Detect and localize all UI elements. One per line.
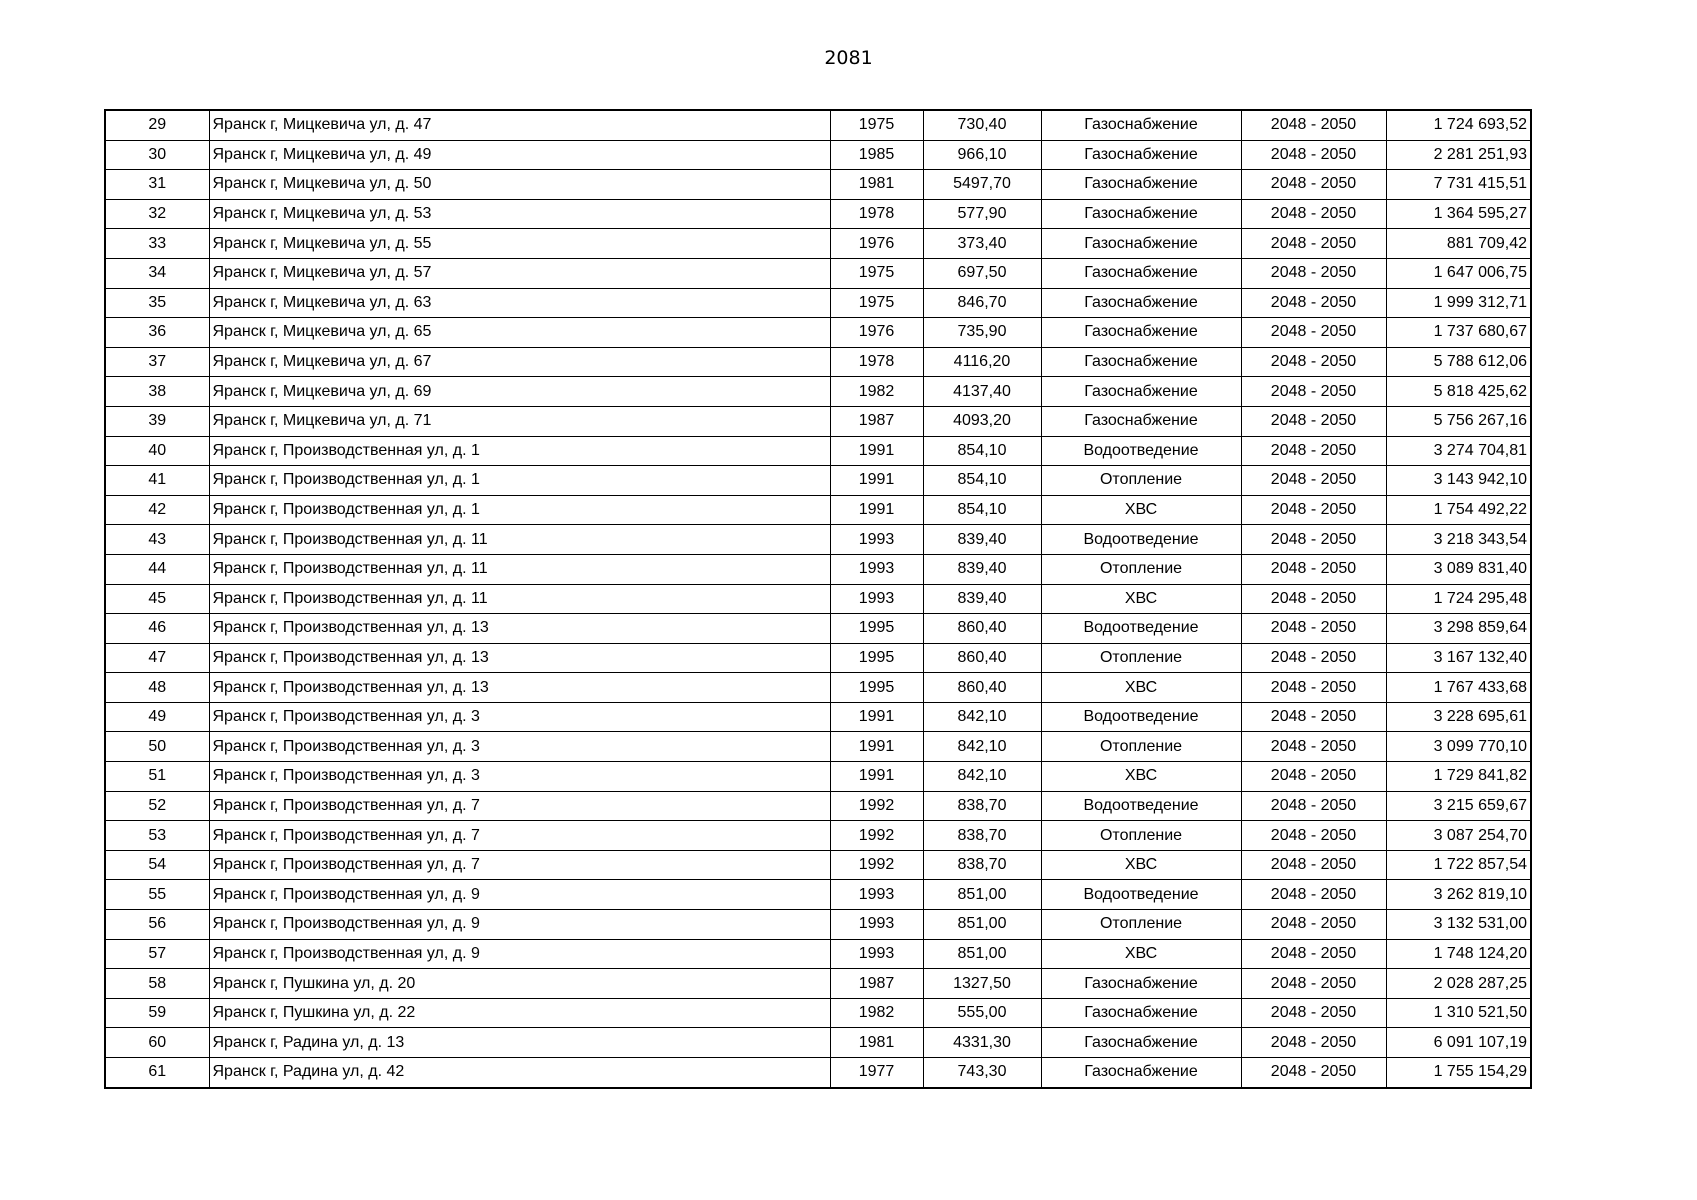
table-row: [105, 110, 1531, 140]
table-row: [105, 1058, 1531, 1088]
address-cell: Яранск г, Мицкевича ул, д. 55: [209, 229, 830, 259]
period-cell: 2048 - 2050: [1241, 732, 1386, 762]
build-year-cell: 1995: [830, 643, 923, 673]
row-number-cell: 51: [105, 762, 209, 792]
work-type-cell: Газоснабжение: [1041, 347, 1241, 377]
row-number-cell: 45: [105, 584, 209, 614]
table-row: [105, 791, 1531, 821]
table-row: [105, 288, 1531, 318]
period-cell: 2048 - 2050: [1241, 643, 1386, 673]
row-number-cell: 52: [105, 791, 209, 821]
cost-cell: 5 756 267,16: [1386, 406, 1531, 436]
area-cell: 860,40: [923, 614, 1041, 644]
build-year-cell: 1981: [830, 1028, 923, 1058]
row-number-cell: 35: [105, 288, 209, 318]
work-type-cell: Водоотведение: [1041, 702, 1241, 732]
work-type-cell: Отопление: [1041, 643, 1241, 673]
address-cell: Яранск г, Производственная ул, д. 7: [209, 821, 830, 851]
period-cell: 2048 - 2050: [1241, 554, 1386, 584]
period-cell: 2048 - 2050: [1241, 318, 1386, 348]
work-type-cell: Газоснабжение: [1041, 140, 1241, 170]
area-cell: 854,10: [923, 495, 1041, 525]
address-cell: Яранск г, Радина ул, д. 42: [209, 1058, 830, 1088]
area-cell: 373,40: [923, 229, 1041, 259]
work-type-cell: Водоотведение: [1041, 614, 1241, 644]
address-cell: Яранск г, Производственная ул, д. 13: [209, 673, 830, 703]
row-number-cell: 40: [105, 436, 209, 466]
table-row: [105, 140, 1531, 170]
address-cell: Яранск г, Производственная ул, д. 13: [209, 614, 830, 644]
build-year-cell: 1995: [830, 673, 923, 703]
work-type-cell: Газоснабжение: [1041, 288, 1241, 318]
table-row: [105, 850, 1531, 880]
area-cell: 697,50: [923, 258, 1041, 288]
area-cell: 555,00: [923, 998, 1041, 1028]
period-cell: 2048 - 2050: [1241, 377, 1386, 407]
cost-cell: 1 755 154,29: [1386, 1058, 1531, 1088]
address-cell: Яранск г, Производственная ул, д. 7: [209, 850, 830, 880]
row-number-cell: 59: [105, 998, 209, 1028]
cost-cell: 1 310 521,50: [1386, 998, 1531, 1028]
build-year-cell: 1978: [830, 199, 923, 229]
table-row: [105, 821, 1531, 851]
row-number-cell: 33: [105, 229, 209, 259]
row-number-cell: 48: [105, 673, 209, 703]
build-year-cell: 1981: [830, 170, 923, 200]
row-number-cell: 49: [105, 702, 209, 732]
build-year-cell: 1975: [830, 110, 923, 140]
address-cell: Яранск г, Мицкевича ул, д. 69: [209, 377, 830, 407]
row-number-cell: 31: [105, 170, 209, 200]
address-cell: Яранск г, Радина ул, д. 13: [209, 1028, 830, 1058]
cost-cell: 6 091 107,19: [1386, 1028, 1531, 1058]
work-type-cell: Водоотведение: [1041, 791, 1241, 821]
table-row: [105, 939, 1531, 969]
table-row: [105, 910, 1531, 940]
cost-cell: 1 364 595,27: [1386, 199, 1531, 229]
cost-cell: 3 215 659,67: [1386, 791, 1531, 821]
work-type-cell: Отопление: [1041, 910, 1241, 940]
work-type-cell: ХВС: [1041, 673, 1241, 703]
period-cell: 2048 - 2050: [1241, 347, 1386, 377]
cost-cell: 3 087 254,70: [1386, 821, 1531, 851]
area-cell: 851,00: [923, 910, 1041, 940]
row-number-cell: 34: [105, 258, 209, 288]
row-number-cell: 36: [105, 318, 209, 348]
area-cell: 4093,20: [923, 406, 1041, 436]
table-row: [105, 436, 1531, 466]
row-number-cell: 38: [105, 377, 209, 407]
period-cell: 2048 - 2050: [1241, 199, 1386, 229]
table-row: [105, 554, 1531, 584]
cost-cell: 7 731 415,51: [1386, 170, 1531, 200]
work-type-cell: Газоснабжение: [1041, 1058, 1241, 1088]
cost-cell: 5 788 612,06: [1386, 347, 1531, 377]
period-cell: 2048 - 2050: [1241, 821, 1386, 851]
cost-cell: 2 281 251,93: [1386, 140, 1531, 170]
cost-cell: 2 028 287,25: [1386, 969, 1531, 999]
area-cell: 4331,30: [923, 1028, 1041, 1058]
build-year-cell: 1993: [830, 584, 923, 614]
row-number-cell: 58: [105, 969, 209, 999]
cost-cell: 1 722 857,54: [1386, 850, 1531, 880]
cost-cell: 3 167 132,40: [1386, 643, 1531, 673]
build-year-cell: 1993: [830, 939, 923, 969]
cost-cell: 3 143 942,10: [1386, 466, 1531, 496]
cost-cell: 3 099 770,10: [1386, 732, 1531, 762]
build-year-cell: 1975: [830, 288, 923, 318]
table-row: [105, 525, 1531, 555]
area-cell: 842,10: [923, 702, 1041, 732]
build-year-cell: 1975: [830, 258, 923, 288]
cost-cell: 1 729 841,82: [1386, 762, 1531, 792]
row-number-cell: 46: [105, 614, 209, 644]
address-cell: Яранск г, Производственная ул, д. 1: [209, 495, 830, 525]
area-cell: 851,00: [923, 880, 1041, 910]
build-year-cell: 1991: [830, 495, 923, 525]
cost-cell: 1 724 295,48: [1386, 584, 1531, 614]
table-row: [105, 377, 1531, 407]
period-cell: 2048 - 2050: [1241, 288, 1386, 318]
build-year-cell: 1976: [830, 318, 923, 348]
row-number-cell: 56: [105, 910, 209, 940]
build-year-cell: 1987: [830, 969, 923, 999]
period-cell: 2048 - 2050: [1241, 140, 1386, 170]
cost-cell: 3 218 343,54: [1386, 525, 1531, 555]
build-year-cell: 1987: [830, 406, 923, 436]
build-year-cell: 1991: [830, 762, 923, 792]
row-number-cell: 39: [105, 406, 209, 436]
period-cell: 2048 - 2050: [1241, 436, 1386, 466]
table-row: [105, 199, 1531, 229]
period-cell: 2048 - 2050: [1241, 910, 1386, 940]
address-cell: Яранск г, Производственная ул, д. 3: [209, 762, 830, 792]
period-cell: 2048 - 2050: [1241, 110, 1386, 140]
row-number-cell: 54: [105, 850, 209, 880]
page-number: 2081: [824, 47, 873, 69]
area-cell: 4137,40: [923, 377, 1041, 407]
row-number-cell: 50: [105, 732, 209, 762]
row-number-cell: 57: [105, 939, 209, 969]
row-number-cell: 29: [105, 110, 209, 140]
period-cell: 2048 - 2050: [1241, 673, 1386, 703]
row-number-cell: 55: [105, 880, 209, 910]
cost-cell: 1 647 006,75: [1386, 258, 1531, 288]
area-cell: 842,10: [923, 762, 1041, 792]
address-cell: Яранск г, Мицкевича ул, д. 63: [209, 288, 830, 318]
work-type-cell: Водоотведение: [1041, 525, 1241, 555]
table-row: [105, 318, 1531, 348]
cost-cell: 1 754 492,22: [1386, 495, 1531, 525]
table-row: [105, 732, 1531, 762]
address-cell: Яранск г, Производственная ул, д. 11: [209, 525, 830, 555]
period-cell: 2048 - 2050: [1241, 584, 1386, 614]
row-number-cell: 47: [105, 643, 209, 673]
work-type-cell: Газоснабжение: [1041, 969, 1241, 999]
cost-cell: 3 274 704,81: [1386, 436, 1531, 466]
cost-cell: 3 132 531,00: [1386, 910, 1531, 940]
address-cell: Яранск г, Мицкевича ул, д. 49: [209, 140, 830, 170]
address-cell: Яранск г, Мицкевича ул, д. 57: [209, 258, 830, 288]
period-cell: 2048 - 2050: [1241, 258, 1386, 288]
cost-cell: 5 818 425,62: [1386, 377, 1531, 407]
period-cell: 2048 - 2050: [1241, 495, 1386, 525]
table-row: [105, 495, 1531, 525]
period-cell: 2048 - 2050: [1241, 614, 1386, 644]
row-number-cell: 37: [105, 347, 209, 377]
work-type-cell: ХВС: [1041, 850, 1241, 880]
build-year-cell: 1977: [830, 1058, 923, 1088]
address-cell: Яранск г, Пушкина ул, д. 22: [209, 998, 830, 1028]
build-year-cell: 1985: [830, 140, 923, 170]
build-year-cell: 1995: [830, 614, 923, 644]
area-cell: 735,90: [923, 318, 1041, 348]
cost-cell: 1 724 693,52: [1386, 110, 1531, 140]
address-cell: Яранск г, Пушкина ул, д. 20: [209, 969, 830, 999]
work-type-cell: ХВС: [1041, 584, 1241, 614]
area-cell: 966,10: [923, 140, 1041, 170]
work-type-cell: Газоснабжение: [1041, 377, 1241, 407]
row-number-cell: 42: [105, 495, 209, 525]
table-row: [105, 643, 1531, 673]
period-cell: 2048 - 2050: [1241, 791, 1386, 821]
work-type-cell: Газоснабжение: [1041, 110, 1241, 140]
build-year-cell: 1993: [830, 880, 923, 910]
work-type-cell: Газоснабжение: [1041, 170, 1241, 200]
work-type-cell: Газоснабжение: [1041, 1028, 1241, 1058]
work-type-cell: Газоснабжение: [1041, 229, 1241, 259]
period-cell: 2048 - 2050: [1241, 1028, 1386, 1058]
area-cell: 851,00: [923, 939, 1041, 969]
address-cell: Яранск г, Производственная ул, д. 11: [209, 584, 830, 614]
table-row: [105, 466, 1531, 496]
area-cell: 839,40: [923, 584, 1041, 614]
period-cell: 2048 - 2050: [1241, 880, 1386, 910]
period-cell: 2048 - 2050: [1241, 850, 1386, 880]
cost-cell: 1 737 680,67: [1386, 318, 1531, 348]
area-cell: 860,40: [923, 673, 1041, 703]
cost-cell: 3 262 819,10: [1386, 880, 1531, 910]
cost-cell: 3 089 831,40: [1386, 554, 1531, 584]
work-type-cell: Газоснабжение: [1041, 199, 1241, 229]
table-row: [105, 170, 1531, 200]
address-cell: Яранск г, Мицкевича ул, д. 65: [209, 318, 830, 348]
cost-cell: 3 298 859,64: [1386, 614, 1531, 644]
period-cell: 2048 - 2050: [1241, 466, 1386, 496]
address-cell: Яранск г, Мицкевича ул, д. 53: [209, 199, 830, 229]
period-cell: 2048 - 2050: [1241, 939, 1386, 969]
work-type-cell: Отопление: [1041, 821, 1241, 851]
period-cell: 2048 - 2050: [1241, 525, 1386, 555]
work-type-cell: Газоснабжение: [1041, 318, 1241, 348]
period-cell: 2048 - 2050: [1241, 969, 1386, 999]
work-type-cell: ХВС: [1041, 762, 1241, 792]
area-cell: 846,70: [923, 288, 1041, 318]
area-cell: 854,10: [923, 466, 1041, 496]
row-number-cell: 41: [105, 466, 209, 496]
table-row: [105, 406, 1531, 436]
build-year-cell: 1992: [830, 821, 923, 851]
work-type-cell: Отопление: [1041, 554, 1241, 584]
address-cell: Яранск г, Производственная ул, д. 3: [209, 702, 830, 732]
build-year-cell: 1993: [830, 554, 923, 584]
area-cell: 842,10: [923, 732, 1041, 762]
cost-cell: 1 999 312,71: [1386, 288, 1531, 318]
table-row: [105, 229, 1531, 259]
row-number-cell: 43: [105, 525, 209, 555]
build-year-cell: 1991: [830, 466, 923, 496]
area-cell: 577,90: [923, 199, 1041, 229]
period-cell: 2048 - 2050: [1241, 406, 1386, 436]
period-cell: 2048 - 2050: [1241, 1058, 1386, 1088]
work-type-cell: Водоотведение: [1041, 880, 1241, 910]
row-number-cell: 60: [105, 1028, 209, 1058]
row-number-cell: 44: [105, 554, 209, 584]
work-type-cell: Газоснабжение: [1041, 998, 1241, 1028]
build-year-cell: 1978: [830, 347, 923, 377]
cost-cell: 1 767 433,68: [1386, 673, 1531, 703]
address-cell: Яранск г, Производственная ул, д. 9: [209, 910, 830, 940]
cost-cell: 3 228 695,61: [1386, 702, 1531, 732]
address-cell: Яранск г, Производственная ул, д. 3: [209, 732, 830, 762]
area-cell: 860,40: [923, 643, 1041, 673]
table-row: [105, 347, 1531, 377]
registry-table-body: [105, 110, 1531, 1088]
address-cell: Яранск г, Мицкевича ул, д. 71: [209, 406, 830, 436]
area-cell: 854,10: [923, 436, 1041, 466]
address-cell: Яранск г, Мицкевича ул, д. 50: [209, 170, 830, 200]
build-year-cell: 1982: [830, 998, 923, 1028]
area-cell: 743,30: [923, 1058, 1041, 1088]
address-cell: Яранск г, Производственная ул, д. 7: [209, 791, 830, 821]
period-cell: 2048 - 2050: [1241, 702, 1386, 732]
area-cell: 838,70: [923, 850, 1041, 880]
area-cell: 838,70: [923, 791, 1041, 821]
area-cell: 839,40: [923, 525, 1041, 555]
period-cell: 2048 - 2050: [1241, 998, 1386, 1028]
work-type-cell: Газоснабжение: [1041, 258, 1241, 288]
cost-cell: 881 709,42: [1386, 229, 1531, 259]
cost-cell: 1 748 124,20: [1386, 939, 1531, 969]
build-year-cell: 1991: [830, 732, 923, 762]
area-cell: 839,40: [923, 554, 1041, 584]
build-year-cell: 1992: [830, 850, 923, 880]
build-year-cell: 1991: [830, 702, 923, 732]
build-year-cell: 1991: [830, 436, 923, 466]
table-row: [105, 258, 1531, 288]
table-row: [105, 969, 1531, 999]
area-cell: 1327,50: [923, 969, 1041, 999]
work-type-cell: ХВС: [1041, 495, 1241, 525]
table-row: [105, 1028, 1531, 1058]
table-row: [105, 762, 1531, 792]
build-year-cell: 1982: [830, 377, 923, 407]
work-type-cell: Водоотведение: [1041, 436, 1241, 466]
table-row: [105, 998, 1531, 1028]
address-cell: Яранск г, Производственная ул, д. 9: [209, 880, 830, 910]
address-cell: Яранск г, Производственная ул, д. 13: [209, 643, 830, 673]
address-cell: Яранск г, Мицкевича ул, д. 67: [209, 347, 830, 377]
work-type-cell: Отопление: [1041, 466, 1241, 496]
address-cell: Яранск г, Мицкевича ул, д. 47: [209, 110, 830, 140]
period-cell: 2048 - 2050: [1241, 762, 1386, 792]
row-number-cell: 53: [105, 821, 209, 851]
build-year-cell: 1993: [830, 910, 923, 940]
work-type-cell: Отопление: [1041, 732, 1241, 762]
table-row: [105, 702, 1531, 732]
work-type-cell: Газоснабжение: [1041, 406, 1241, 436]
build-year-cell: 1993: [830, 525, 923, 555]
table-row: [105, 614, 1531, 644]
period-cell: 2048 - 2050: [1241, 170, 1386, 200]
row-number-cell: 32: [105, 199, 209, 229]
row-number-cell: 61: [105, 1058, 209, 1088]
area-cell: 5497,70: [923, 170, 1041, 200]
address-cell: Яранск г, Производственная ул, д. 9: [209, 939, 830, 969]
address-cell: Яранск г, Производственная ул, д. 1: [209, 436, 830, 466]
table-row: [105, 880, 1531, 910]
address-cell: Яранск г, Производственная ул, д. 11: [209, 554, 830, 584]
area-cell: 730,40: [923, 110, 1041, 140]
table-row: [105, 584, 1531, 614]
work-type-cell: ХВС: [1041, 939, 1241, 969]
build-year-cell: 1992: [830, 791, 923, 821]
period-cell: 2048 - 2050: [1241, 229, 1386, 259]
area-cell: 4116,20: [923, 347, 1041, 377]
row-number-cell: 30: [105, 140, 209, 170]
registry-table: [104, 109, 1532, 1089]
table-row: [105, 673, 1531, 703]
address-cell: Яранск г, Производственная ул, д. 1: [209, 466, 830, 496]
area-cell: 838,70: [923, 821, 1041, 851]
build-year-cell: 1976: [830, 229, 923, 259]
